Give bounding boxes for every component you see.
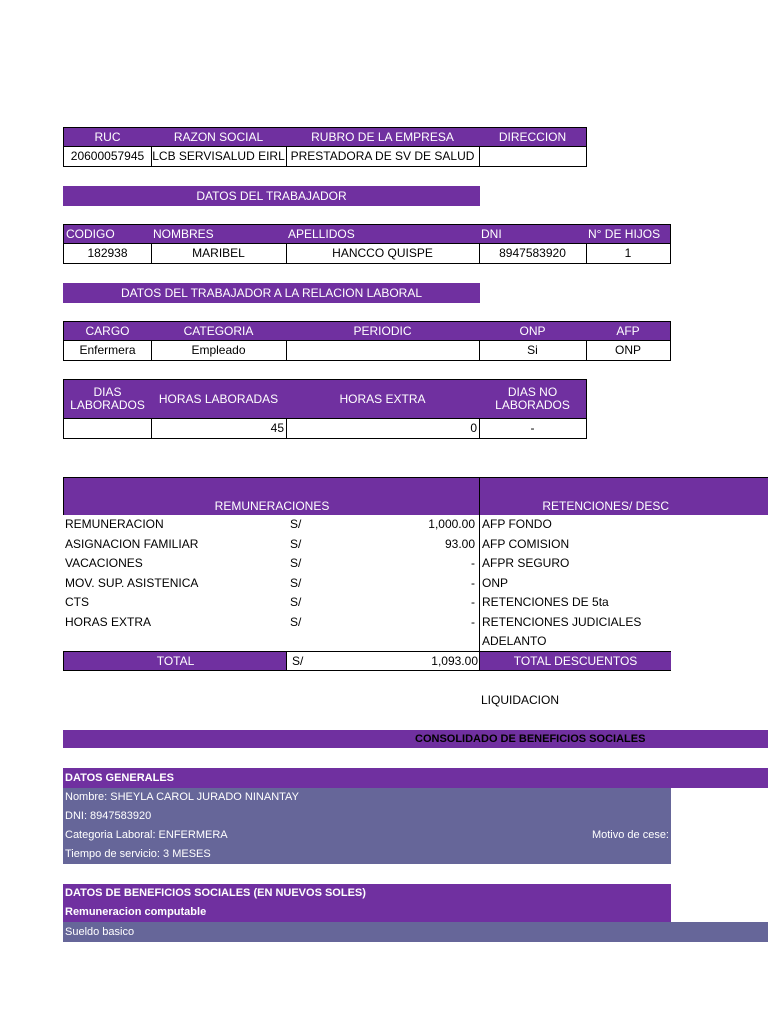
labor-periodic[interactable]	[286, 340, 480, 361]
rem-amount[interactable]: -	[471, 595, 475, 609]
rem-label: MOV. SUP. ASISTENICA	[65, 575, 199, 590]
remuneraciones-title: REMUNERACIONES	[214, 498, 330, 513]
total-descuentos-label: TOTAL DESCUENTOS	[479, 651, 671, 671]
rem-label: ASIGNACION FAMILIAR	[65, 536, 199, 551]
header-cargo: CARGO	[63, 321, 152, 341]
categoria-field: Categoria Laboral: ENFERMERA	[65, 829, 228, 841]
header-horas-extra: HORAS EXTRA	[286, 379, 480, 419]
header-codigo: CODIGO	[63, 224, 152, 244]
ret-label: RETENCIONES DE 5ta	[482, 595, 609, 609]
header-hijos: N° DE HIJOS	[586, 224, 671, 244]
consolidado-title: CONSOLIDADO DE BENEFICIOS SOCIALES	[415, 732, 646, 745]
rem-currency: S/	[290, 595, 302, 609]
total-currency: S/	[286, 651, 331, 671]
header-categoria: CATEGORIA	[151, 321, 287, 341]
hours-horas-laboradas[interactable]: 45	[151, 418, 287, 439]
sueldo-basico-label: Sueldo basico	[65, 925, 135, 938]
ret-label: AFP COMISION	[482, 536, 570, 551]
company-rubro[interactable]: PRESTADORA DE SV DE SALUD	[286, 146, 480, 167]
header-direccion: DIRECCION	[479, 127, 587, 147]
rem-currency: S/	[290, 536, 302, 551]
worker-nombres[interactable]: MARIBEL	[151, 243, 287, 264]
datos-generales-title: DATOS GENERALES	[65, 771, 174, 784]
remuneracion-computable-label: Remuneracion computable	[65, 906, 207, 918]
ret-label: ONP	[482, 575, 509, 590]
motivo-cese-field: Motivo de cese:	[591, 829, 669, 841]
header-razon-social: RAZON SOCIAL	[151, 127, 287, 147]
hours-dias-laborados[interactable]	[63, 418, 152, 439]
hours-dias-no-laborados[interactable]: -	[479, 418, 587, 439]
rem-currency: S/	[290, 517, 302, 531]
rem-amount[interactable]: -	[471, 614, 475, 629]
header-dias-no-laborados: DIAS NO LABORADOS	[479, 379, 587, 419]
labor-categoria[interactable]: Empleado	[151, 340, 287, 361]
header-apellidos: APELLIDOS	[286, 224, 480, 244]
total-amount[interactable]: 1,093.00	[330, 651, 480, 671]
dni-field: DNI: 8947583920	[65, 810, 152, 822]
rem-label: REMUNERACION	[65, 517, 164, 531]
header-ruc: RUC	[63, 127, 152, 147]
header-dias-laborados: DIAS LABORADOS	[63, 379, 152, 419]
rem-amount[interactable]: 1,000.00	[428, 517, 475, 531]
company-ruc[interactable]: 20600057945	[63, 146, 152, 167]
rem-currency: S/	[290, 556, 302, 570]
section-datos-trabajador: DATOS DEL TRABAJADOR	[63, 186, 480, 206]
rem-currency: S/	[290, 575, 302, 590]
rem-label: HORAS EXTRA	[65, 614, 152, 629]
rem-amount[interactable]: -	[471, 556, 475, 570]
header-dni: DNI	[479, 224, 587, 244]
worker-apellidos[interactable]: HANCCO QUISPE	[286, 243, 480, 264]
header-periodic: PERIODIC	[286, 321, 480, 341]
worker-dni[interactable]: 8947583920	[479, 243, 587, 264]
header-horas-laboradas: HORAS LABORADAS	[151, 379, 287, 419]
company-razon-social[interactable]: LCB SERVISALUD EIRL	[151, 146, 287, 167]
worker-hijos[interactable]: 1	[586, 243, 671, 264]
ret-label: AFP FONDO	[482, 517, 552, 531]
liquidacion-label: LIQUIDACION	[481, 692, 560, 707]
company-direccion[interactable]	[479, 146, 587, 167]
section-relacion-laboral: DATOS DEL TRABAJADOR A LA RELACION LABORAL	[63, 283, 480, 303]
rem-amount[interactable]: 93.00	[444, 536, 475, 551]
labor-afp[interactable]: ONP	[586, 340, 671, 361]
rem-label: VACACIONES	[65, 556, 143, 570]
ret-label: RETENCIONES JUDICIALES	[482, 614, 642, 629]
ret-label: ADELANTO	[482, 634, 547, 648]
header-nombres: NOMBRES	[151, 224, 287, 244]
rem-currency: S/	[290, 614, 302, 629]
rem-amount[interactable]: -	[471, 575, 475, 590]
rem-label: CTS	[65, 595, 89, 609]
total-label: TOTAL	[63, 651, 287, 671]
ret-label: AFPR SEGURO	[482, 556, 570, 570]
header-rubro: RUBRO DE LA EMPRESA	[286, 127, 480, 147]
labor-cargo[interactable]: Enfermera	[63, 340, 152, 361]
header-onp: ONP	[479, 321, 587, 341]
header-afp: AFP	[586, 321, 671, 341]
retenciones-title: RETENCIONES/ DESC	[542, 498, 669, 513]
tiempo-servicio-field: Tiempo de servicio: 3 MESES	[65, 848, 211, 860]
beneficios-title: DATOS DE BENEFICIOS SOCIALES (EN NUEVOS SOLES)	[65, 887, 366, 899]
worker-codigo[interactable]: 182938	[63, 243, 152, 264]
hours-horas-extra[interactable]: 0	[286, 418, 480, 439]
labor-onp[interactable]: Si	[479, 340, 587, 361]
nombre-field: Nombre: SHEYLA CAROL JURADO NINANTAY	[65, 791, 299, 803]
